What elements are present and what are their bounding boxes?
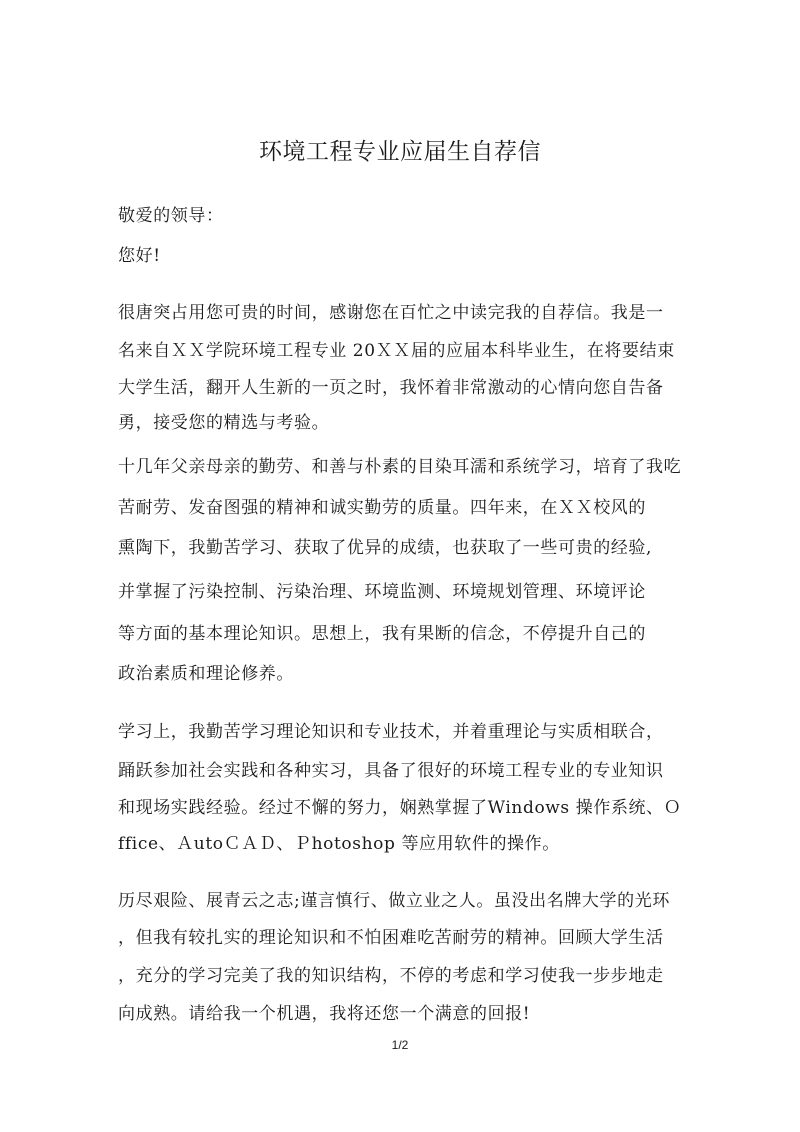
document-title: 环境工程专业应届生自荐信 xyxy=(259,139,541,165)
paragraph-line: ，充分的学习完美了我的知识结构，不停的考虑和学习使我一步步地走 xyxy=(118,966,664,986)
paragraph-line: 历尽艰险、展青云之志;谨言慎行、做立业之人。虽没出名牌大学的光环 xyxy=(118,891,670,911)
paragraph-line: 学习上，我勤苦学习理论知识和专业技术，并着重理论与实质相联合， xyxy=(118,722,664,742)
paragraph-line: 并掌握了污染控制、污染治理、环境监测、环境规划管理、环境评论 xyxy=(118,582,646,602)
greeting: 您好! xyxy=(118,246,161,266)
salutation: 敬爱的领导： xyxy=(118,206,224,226)
paragraph-line: 等方面的基本理论知识。思想上，我有果断的信念，不停提升自己的 xyxy=(118,624,646,644)
paragraph-line: 和现场实践经验。经过不懈的努力，娴熟掌握了Windows 操作系统、Ｏ xyxy=(118,798,682,818)
paragraph-line: 苦耐劳、发奋图强的精神和诚实勤劳的质量。四年来，在ＸＸ校风的 xyxy=(118,498,646,518)
paragraph-line: 熏陶下，我勤苦学习、获取了优异的成绩，也获取了一些可贵的经验, xyxy=(118,538,653,558)
paragraph-line: 向成熟。请给我一个机遇，我将还您一个满意的回报! xyxy=(118,1004,531,1024)
paragraph-line: 名来自ＸＸ学院环境工程专业 20ＸＸ届的应届本科毕业生，在将要结束 xyxy=(118,341,675,361)
paragraph-line: 政治素质和理论修养。 xyxy=(118,664,294,684)
page-number: 1/2 xyxy=(391,1038,409,1052)
paragraph-line: ffice、ＡutoＣＡＤ、Ｐhotoshop 等应用软件的操作。 xyxy=(118,834,560,854)
paragraph-line: ，但我有较扎实的理论知识和不怕困难吃苦耐劳的精神。回顾大学生活 xyxy=(118,928,664,948)
paragraph-line: 大学生活，翻开人生新的一页之时，我怀着非常激动的心情向您自告备 xyxy=(118,378,664,398)
paragraph-line: 踊跃参加社会实践和各种实习，具备了很好的环境工程专业的专业知识 xyxy=(118,761,664,781)
paragraph-line: 很唐突占用您可贵的时间，感谢您在百忙之中读完我的自荐信。我是一 xyxy=(118,303,664,323)
paragraph-line: 勇，接受您的精选与考验。 xyxy=(118,413,330,433)
paragraph-line: 十几年父亲母亲的勤劳、和善与朴素的目染耳濡和系统学习，培育了我吃 xyxy=(118,457,682,477)
